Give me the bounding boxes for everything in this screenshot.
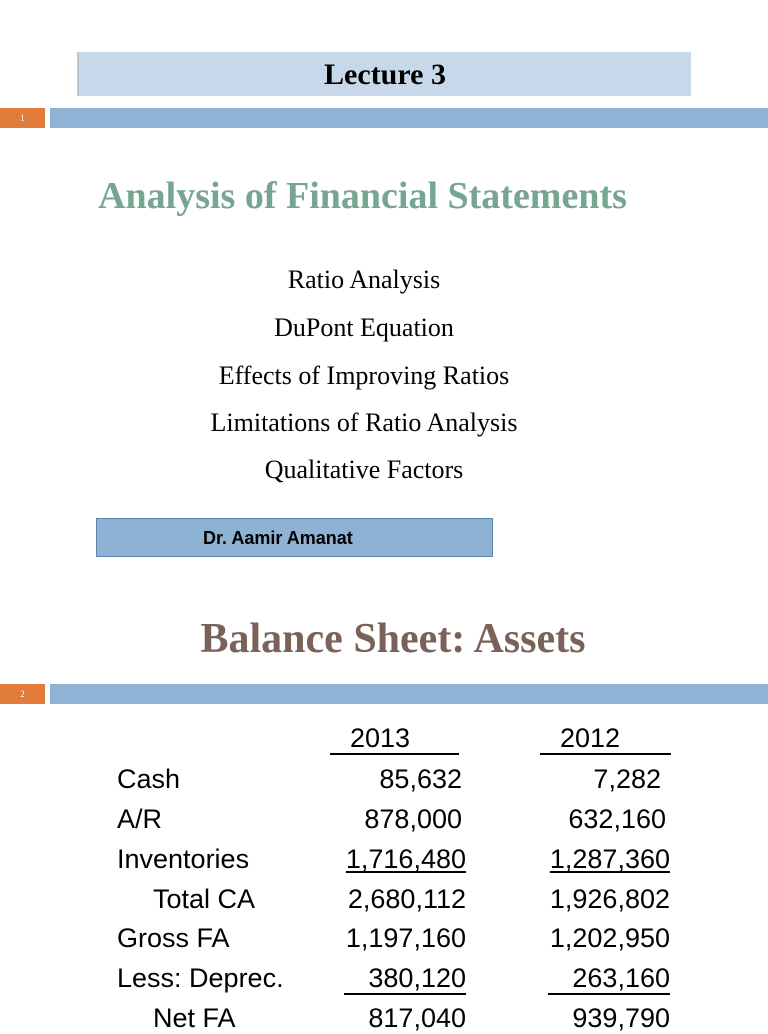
row-value-2012: 1,287,360 [549,844,670,874]
slide-number-2: 2 [0,684,45,704]
slide-number-1: 1 [0,108,45,128]
row-value-2013: 380,120 [368,963,466,993]
row-label: Cash [117,764,181,794]
balance-sheet-title: Balance Sheet: Assets [200,616,586,662]
row-label: Net FA [153,1003,236,1033]
row-value-2012: 263,160 [572,963,670,993]
topic-item: Ratio Analysis [287,265,441,294]
row-label: Gross FA [117,923,230,953]
author-name: Dr. Aamir Amanat [203,528,353,548]
row-value-2012: 7,282 [593,764,661,794]
topic-item: Limitations of Ratio Analysis [210,408,518,437]
row-label: Inventories [117,844,250,874]
row-value-2013: 2,680,112 [347,884,466,914]
row-value-2013: 1,716,480 [345,844,466,874]
row-label: Total CA [153,884,256,914]
row-value-2012: 939,790 [572,1003,670,1033]
row-value-2013: 85,632 [379,764,462,794]
row-value-2012: 1,926,802 [549,884,670,914]
topic-item: Effects of Improving Ratios [218,361,510,390]
header-underline [330,753,459,755]
lecture-header: Lecture 3 [324,58,446,91]
row-label: Less: Deprec. [117,963,284,993]
column-header-2012: 2012 [559,723,621,753]
row-label: A/R [117,804,163,834]
column-header-2013: 2013 [349,723,411,753]
row-value-2013: 878,000 [364,804,462,834]
topic-item: Qualitative Factors [264,455,464,484]
row-value-2013: 1,197,160 [345,923,466,953]
row-value-2012: 632,160 [568,804,666,834]
row-value-2012: 1,202,950 [549,923,670,953]
row-value-2013: 817,040 [368,1003,466,1033]
slide-title: Analysis of Financial Statements [98,175,627,217]
topic-item: DuPont Equation [274,313,454,342]
header-underline [540,753,671,755]
